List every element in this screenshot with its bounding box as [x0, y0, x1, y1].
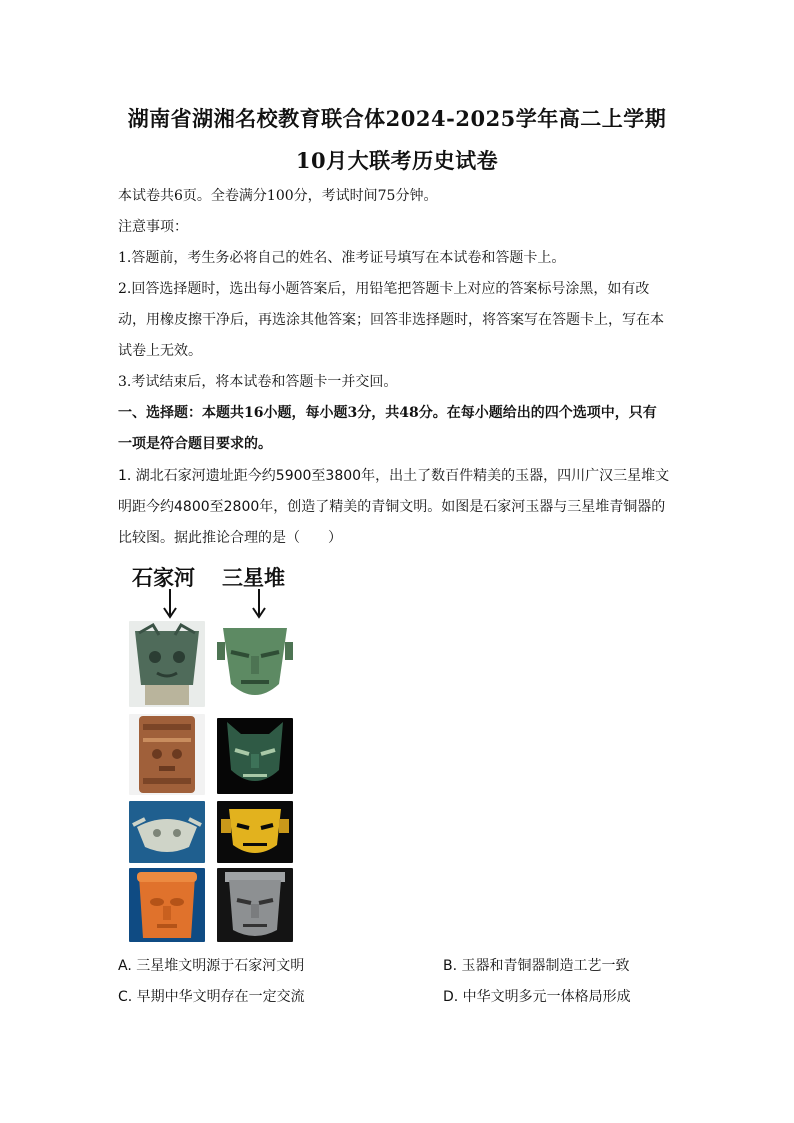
question-1-stem-b: 明距今约4800至2800年，创造了精美的青铜文明。如图是石家河玉器与三星堆青铜器的 [118, 499, 666, 515]
note-2-line-b: 动，用橡皮擦干净后，再选涂其他答案；回答非选择题时，将答案写在答题卡上，写在本 [118, 312, 664, 328]
bronze-artifact-image-3 [217, 801, 293, 863]
arrow-down-icon [249, 588, 269, 620]
page-title-line1: 湖南省湖湘名校教育联合体2024-2025学年高二上学期 [127, 106, 667, 131]
question-1-stem-c: 比较图。据此推论合理的是（ ） [118, 530, 342, 546]
note-2-line-a: 2.回答选择题时，选出每小题答案后，用铅笔把答题卡上对应的答案标号涂黑，如有改 [118, 281, 650, 297]
page-title-line2: 10月大联考历史试卷 [295, 148, 499, 173]
note-2-line-c: 试卷上无效。 [118, 343, 202, 359]
jade-artifact-image-2 [129, 714, 205, 795]
note-1: 1.答题前，考生务必将自己的姓名、准考证号填写在本试卷和答题卡上。 [118, 250, 566, 266]
option-b[interactable]: B. 玉器和青铜器制造工艺一致 [443, 958, 630, 974]
figure-label-shijiahe: 石家河 [132, 566, 195, 590]
section-heading-line-b: 一项是符合题目要求的。 [118, 436, 272, 452]
bronze-artifact-image-2 [217, 718, 293, 794]
notice-heading: 注意事项： [118, 219, 188, 235]
bronze-artifact-image-1 [217, 622, 293, 708]
note-3: 3.考试结束后，将本试卷和答题卡一并交回。 [118, 374, 398, 390]
jade-artifact-image-1 [129, 621, 205, 707]
intro-summary: 本试卷共6页。全卷满分100分，考试时间75分钟。 [118, 188, 438, 204]
figure-label-sanxingdui: 三星堆 [222, 566, 285, 590]
jade-artifact-image-4 [129, 868, 205, 942]
bronze-artifact-image-4 [217, 868, 293, 942]
option-a[interactable]: A. 三星堆文明源于石家河文明 [118, 958, 305, 974]
option-d[interactable]: D. 中华文明多元一体格局形成 [443, 989, 631, 1005]
jade-artifact-image-3 [129, 801, 205, 863]
question-1-stem-a: 1. 湖北石家河遗址距今约5900至3800年，出土了数百件精美的玉器，四川广汉三星堆文 [118, 468, 670, 484]
section-heading-line-a: 一、选择题：本题共16小题，每小题3分，共48分。在每小题给出的四个选项中，只有 [118, 405, 657, 421]
arrow-down-icon [160, 588, 180, 620]
option-c[interactable]: C. 早期中华文明存在一定交流 [118, 989, 305, 1005]
